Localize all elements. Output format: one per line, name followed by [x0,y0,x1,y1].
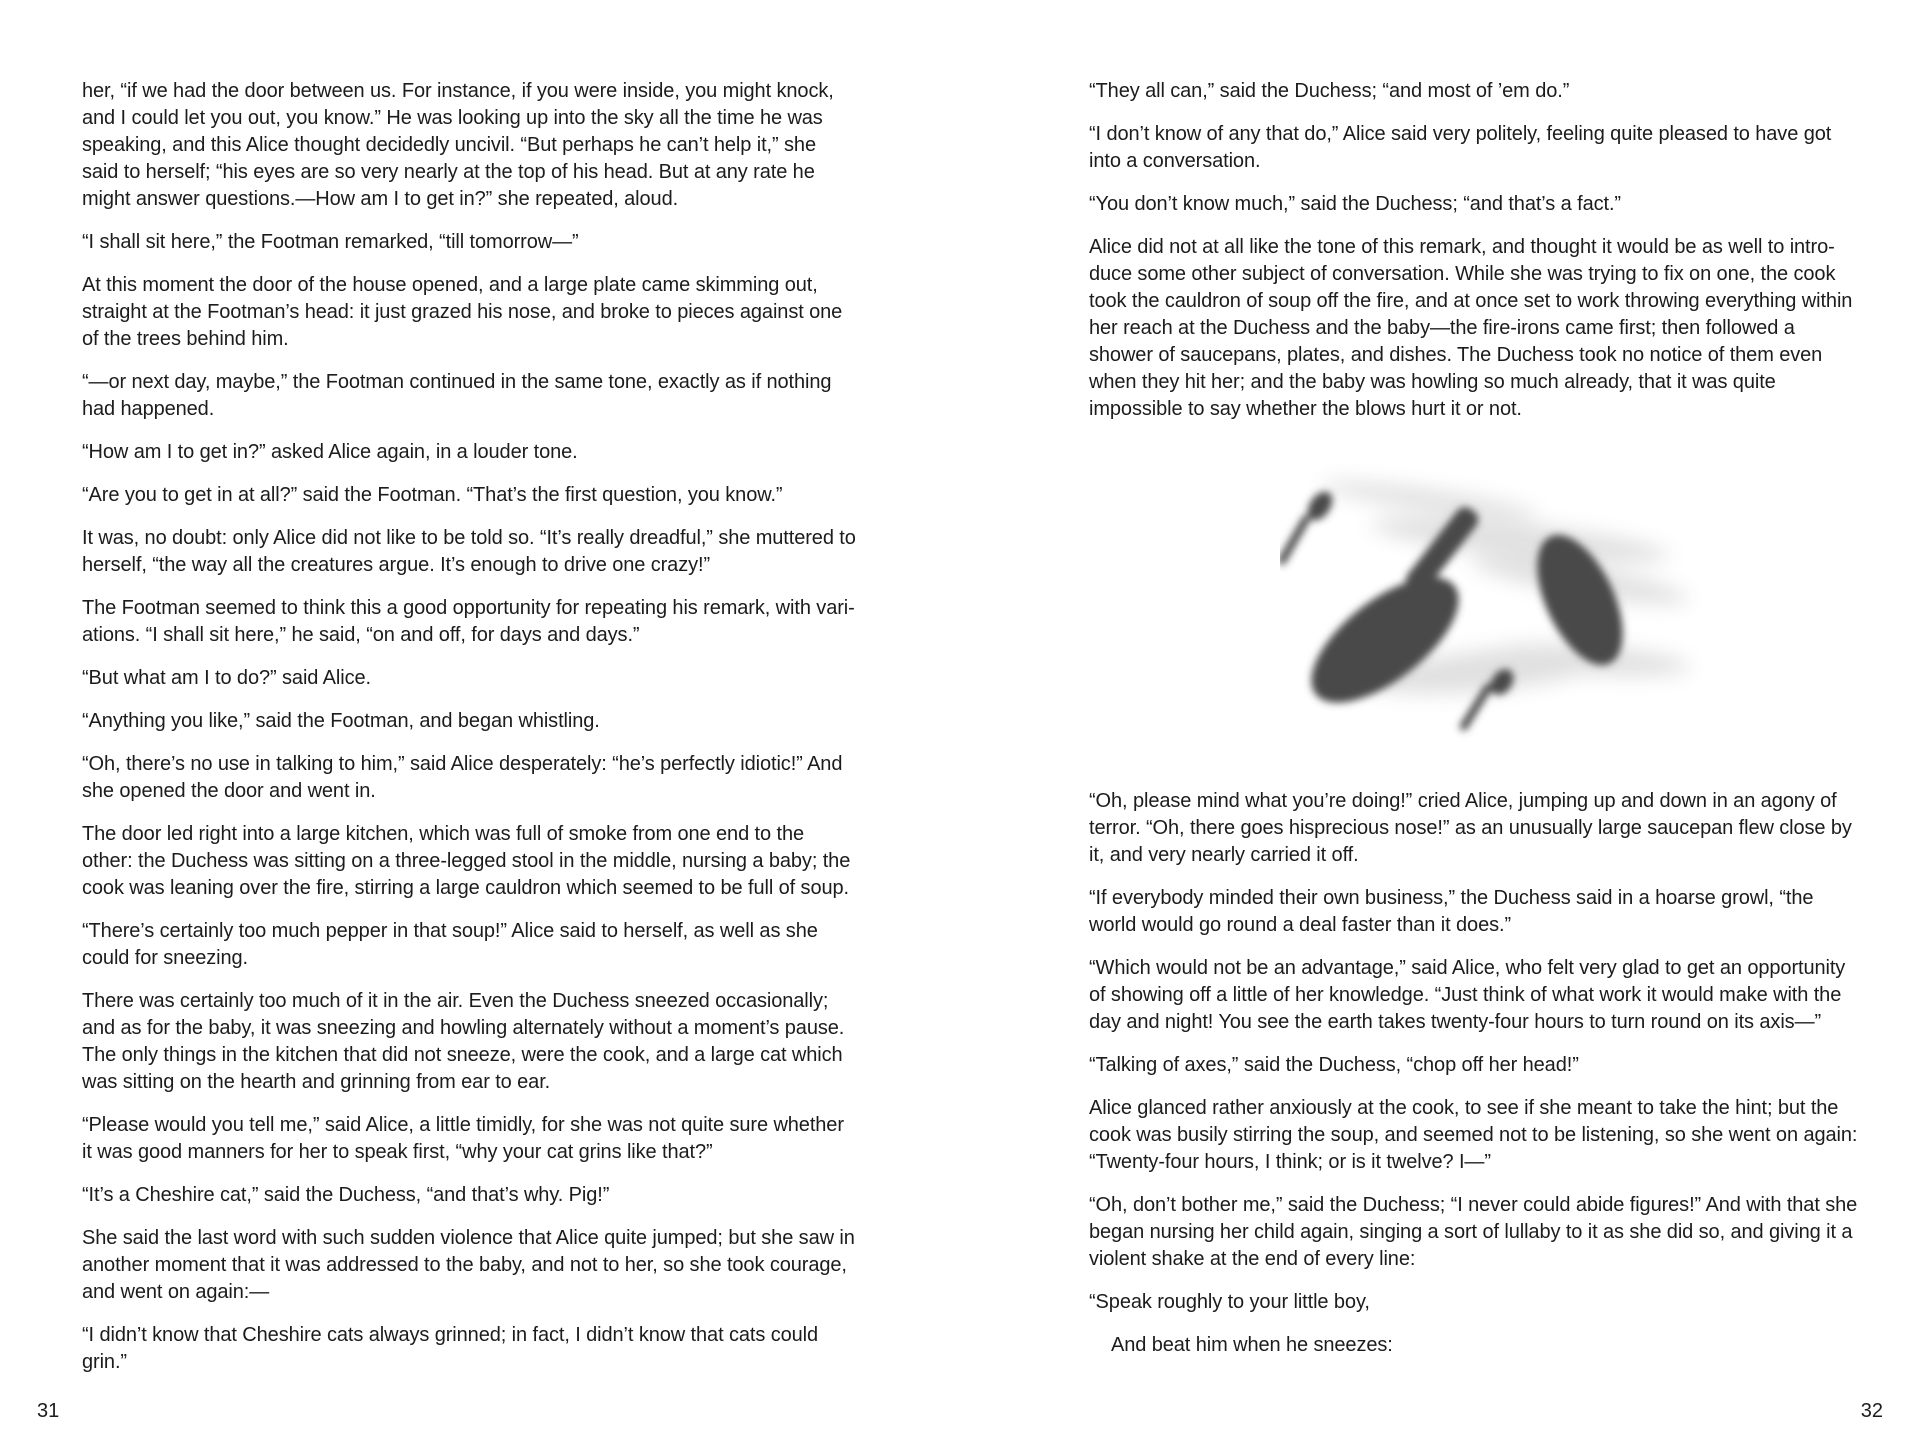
spoon-illustration [1280,487,1337,566]
paragraph: Alice did not at all like the tone of this remark, and thought it would be as well to introduce some other subject of conversation. While she was trying to fix on one, the cook took the cauldron of soup off the fire, and at once set to work throwing everything within her reach at the Duchess and the baby—the fire-irons came first; then followed a shower of saucepans, plates, and dishes. The Duchess took no notice of them even when they hit her; and the baby was howling so much already, that it was quite impossible to say whether the blows hurt it or not. [1089,236,1853,420]
paragraph: At this moment the door of the house opened, and a large plate came skimming out, straight at the Footman’s head: it just grazed his nose, and broke to pieces against one of the trees behind him. [82,274,843,350]
paragraph: “Anything you like,” said the Footman, and began whistling. [82,710,600,732]
paragraph: “It’s a Cheshire cat,” said the Duchess, “and that’s why. Pig!” [82,1184,610,1206]
paragraph: “Please would you tell me,” said Alice, a little timidly, for she was not quite sure whether it was good manners for her to speak first, “why your cat grins like that?” [82,1114,844,1163]
page-number-left: 31 [37,1400,60,1422]
paragraph: “I shall sit here,” the Footman remarked, “till tomorrow—” [82,231,579,253]
verse-line: “Speak roughly to your little boy, [1089,1291,1370,1313]
paragraph: “I didn’t know that Cheshire cats always grinned; in fact, I didn’t know that cats could grin.” [82,1324,819,1373]
paragraph: “They all can,” said the Duchess; “and most of ’em do.” [1089,80,1570,102]
paragraph: The Footman seemed to think this a good opportunity for repeating his remark, with variations. “I shall sit here,” he said, “on and off, for days and days.” [82,597,855,646]
paragraph: “But what am I to do?” said Alice. [82,667,371,689]
paragraph: “Are you to get in at all?” said the Footman. “That’s the first question, you know.” [82,484,783,506]
paragraph: “Which would not be an advantage,” said Alice, who felt very glad to get an opportunity of showing off a little of her knowledge. “Just think of what work it would make with the day and night! You see the earth takes twenty-four hours to turn round on its axis—” [1089,957,1846,1033]
paragraph: “There’s certainly too much pepper in that soup!” Alice said to herself, as well as she could for sneezing. [82,920,818,969]
paragraph: “Talking of axes,” said the Duchess, “chop off her head!” [1089,1054,1579,1076]
right-text-column-bottom [1089,788,1863,1375]
paragraph: “—or next day, maybe,” the Footman continued in the same tone, exactly as if nothing had happened. [82,371,832,420]
paragraph: “Oh, there’s no use in talking to him,” said Alice desperately: “he’s perfectly idiotic!” And she opened the door and went in. [82,753,843,802]
paragraph: “How am I to get in?” asked Alice again, in a louder tone. [82,441,578,463]
right-text-column-top [1089,78,1863,439]
paragraph: “I don’t know of any that do,” Alice said very politely, feeling quite pleased to have got into a conversation. [1089,123,1832,172]
paragraph: “You don’t know much,” said the Duchess; “and that’s a fact.” [1089,193,1621,215]
paragraph: her, “if we had the door between us. For instance, if you were inside, you might knock, and I could let you out, you know.” He was looking up into the sky all the time he was speaking, and this Alice thought decidedly uncivil. “But perhaps he can’t help it,” she said to herself; “his eyes are so very nearly at the top of his head. But at any rate he might answer questions.—How am I to get in?” she repeated, aloud. [82,80,834,210]
paragraph: Alice glanced rather anxiously at the cook, to see if she meant to take the hint; but the cook was busily stirring the soup, and seemed not to be listening, so she went on again: “Twenty-four hours, I think; or is it twelve? I—” [1089,1097,1858,1173]
paragraph: “Oh, don’t bother me,” said the Duchess; “I never could abide figures!” And with that she began nursing her child again, singing a sort of lullaby to it as she did so, and giving it a violent shake at the end of every line: [1089,1194,1858,1270]
paragraph: She said the last word with such sudden violence that Alice quite jumped; but she saw in another moment that it was addressed to the baby, and not to her, so she took courage, and went on again:— [82,1227,855,1303]
left-text-column [82,78,856,1392]
paragraph: “If everybody minded their own business,” the Duchess said in a hoarse growl, “the world would go round a deal faster than it does.” [1089,887,1814,936]
paragraph: “Oh, please mind what you’re doing!” cried Alice, jumping up and down in an agony of terror. “Oh, there goes hisprecious nose!” as an unusually large saucepan flew close by it, and very nearly carried it off. [1089,790,1852,866]
flying-saucepans-illustration [1280,460,1720,780]
paragraph: It was, no doubt: only Alice did not like to be told so. “It’s really dreadful,” she muttered to herself, “the way all the creatures argue. It’s enough to drive one crazy!” [82,527,856,576]
paragraph: There was certainly too much of it in the air. Even the Duchess sneezed occasionally; and as for the baby, it was sneezing and howling alternately without a moment’s pause. The only things in the kitchen that did not sneeze, were the cook, and a large cat which was sitting on the hearth and grinning from ear to ear. [82,990,845,1093]
page-number-right: 32 [1860,1400,1883,1422]
paragraph: The door led right into a large kitchen, which was full of smoke from one end to the other: the Duchess was sitting on a three-legged stool in the middle, nursing a baby; the cook was leaning over the fire, stirring a large cauldron which seemed to be full of soup. [82,823,851,899]
verse-line: And beat him when he sneezes: [1111,1334,1393,1356]
